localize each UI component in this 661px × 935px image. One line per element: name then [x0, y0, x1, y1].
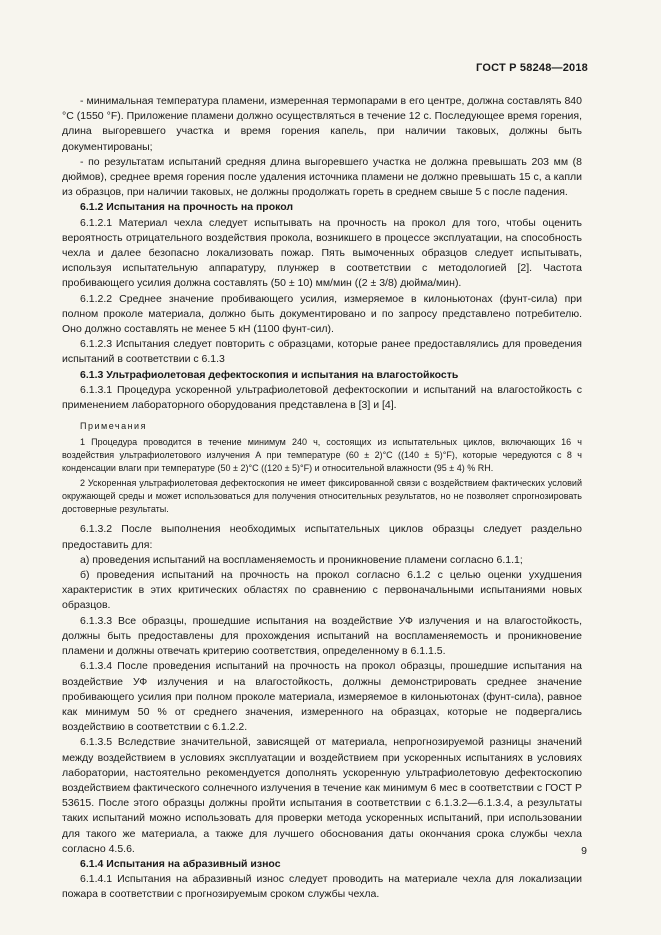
- section-heading-6-1-4: 6.1.4 Испытания на абразивный износ: [80, 857, 281, 870]
- paragraph-6-1-3-5: 6.1.3.5 Вследствие значительной, зависящей от материала, непрогнозируемой разницы значений между воздействием в условиях эксплуатации и воздействием при ускоренных испытаниях в условиях лаборатории, настоятельно рекомендуется дополнять ускоренную ультрафиолетовую дефектоскопию воздействием фактического солнечного излучения в течение как минимум 6 мес в соответствии с ГОСТ Р 53615. После этого образцы должны пройти испытания в соответствии с 6.1.3.2—6.1.3.4, а результаты таких испытаний можно использовать для проверки метода ускоренных испытаний, при использовании для такого же материала, а также для лучшего обоснования даты окончания срока службы чехла согласно 4.5.6.: [62, 736, 582, 855]
- section-heading-6-1-2: 6.1.2 Испытания на прочность на прокол: [80, 201, 294, 214]
- paragraph-bullet-2: - по результатам испытаний средняя длина выгоревшего участка не должна превышать 203 мм (8 дюймов), среднее время горения после удаления источника пламени не должно превышать 15 с, а капли из образцов, при наличии таковых, не должны продолжать гореть в среднем свыше 5 с после падения.: [62, 155, 582, 199]
- paragraph-6-1-2-2: 6.1.2.2 Среднее значение пробивающего усилия, измеряемое в килоньютонах (фунт-сила) при полном проколе материала, должно быть документировано и по запросу представлено потребителю. Оно должно составлять не менее 5 кН (1100 фунт-сил).: [62, 292, 582, 336]
- paragraph-6-1-3-3: 6.1.3.3 Все образцы, прошедшие испытания на воздействие УФ излучения и на влагостойкость, должны быть предоставлены для прохождения испытаний на воспламеняемость и проникновение пламени и должны отвечать критерию соответствия, определенному в 6.1.1.5.: [62, 614, 582, 658]
- note-1: 1 Процедура проводится в течение минимум 240 ч, состоящих из испытательных циклов, включающих 16 ч воздействия ультрафиолетового излучения А при температуре (60 ± 2)°С ((140 ± 5)°F), которые чередуются с 8 ч конденсации влаги при температуре (50 ± 2)°С ((120 ± 5)°F) и относительной влажности (95 ± 4) % RH.: [62, 437, 582, 474]
- document-body: [62, 94, 582, 903]
- paragraph-bullet-1: - минимальная температура пламени, измеренная термопарами в его центре, должна составлять 840 °С (1550 °F). Приложение пламени должно осуществляться в течение 12 с. Последующее время горения, длина выгоревшего участка и время горения капель, при наличии таковых, должны быть документированы;: [62, 95, 582, 153]
- document-code-header: ГОСТ Р 58248—2018: [476, 62, 588, 74]
- paragraph-6-1-4-1: 6.1.4.1 Испытания на абразивный износ следует проводить на материале чехла для локализации пожара в соответствии с прогнозируемым сроком службы чехла.: [62, 873, 582, 901]
- list-item-a: а) проведения испытаний на воспламеняемость и проникновение пламени согласно 6.1.1;: [80, 553, 523, 566]
- paragraph-6-1-3-4: 6.1.3.4 После проведения испытаний на прочность на прокол образцы, прошедшие испытания на воздействие УФ излучения и на влагостойкость, должны демонстрировать среднее значение пробивающего усилия при полном проколе материала, измеряемое в килоньютонах (фунт-сила), равное как минимум 50 % от среднего значения, измеренного на образцах, которые не подвергались воздействию в соответствии с 6.1.2.2.: [62, 660, 582, 734]
- paragraph-6-1-3-2: 6.1.3.2 После выполнения необходимых испытательных циклов образцы следует раздельно предоставить для:: [62, 523, 582, 551]
- section-heading-6-1-3: 6.1.3 Ультрафиолетовая дефектоскопия и испытания на влагостойкость: [80, 368, 459, 381]
- note-2: 2 Ускоренная ультрафиолетовая дефектоскопия не имеет фиксированной связи с воздействием фактических условий окружающей среды и может использоваться для получения относительных результатов, но не позволяет спрогнозировать достоверные результаты.: [62, 478, 582, 515]
- paragraph-6-1-3-1: 6.1.3.1 Процедура ускоренной ультрафиолетовой дефектоскопии и испытаний на влагостойкость с применением лабораторного оборудования представлена в [3] и [4].: [62, 383, 582, 412]
- page-number: 9: [581, 845, 587, 857]
- notes-title: Примечания: [80, 421, 147, 432]
- notes-block: [62, 419, 582, 516]
- list-item-b: б) проведения испытаний на прочность на прокол согласно 6.1.2 с целью оценки ухудшения характеристик в этих критических областях по сравнению с первоначальными испытаниями новых образцов.: [62, 569, 582, 612]
- paragraph-6-1-2-1: 6.1.2.1 Материал чехла следует испытывать на прочность на прокол для того, чтобы оценить вероятность отрицательного воздействия прокола, возникшего в процессе эксплуатации, на способность чехла и далее безопасно локализовать пожар. Пять вымоченных образцов следует испытывать, используя испытательную аппаратуру, плунжер в соответствии с методологией [2]. Частота пробивающего усилия должна составлять (50 ± 10) мм/мин ((2 ± 3/8) дюйма/мин).: [62, 216, 582, 290]
- paragraph-6-1-2-3: 6.1.2.3 Испытания следует повторить с образцами, которые ранее предоставлялись для проведения испытаний в соответствии с 6.1.3: [62, 338, 582, 366]
